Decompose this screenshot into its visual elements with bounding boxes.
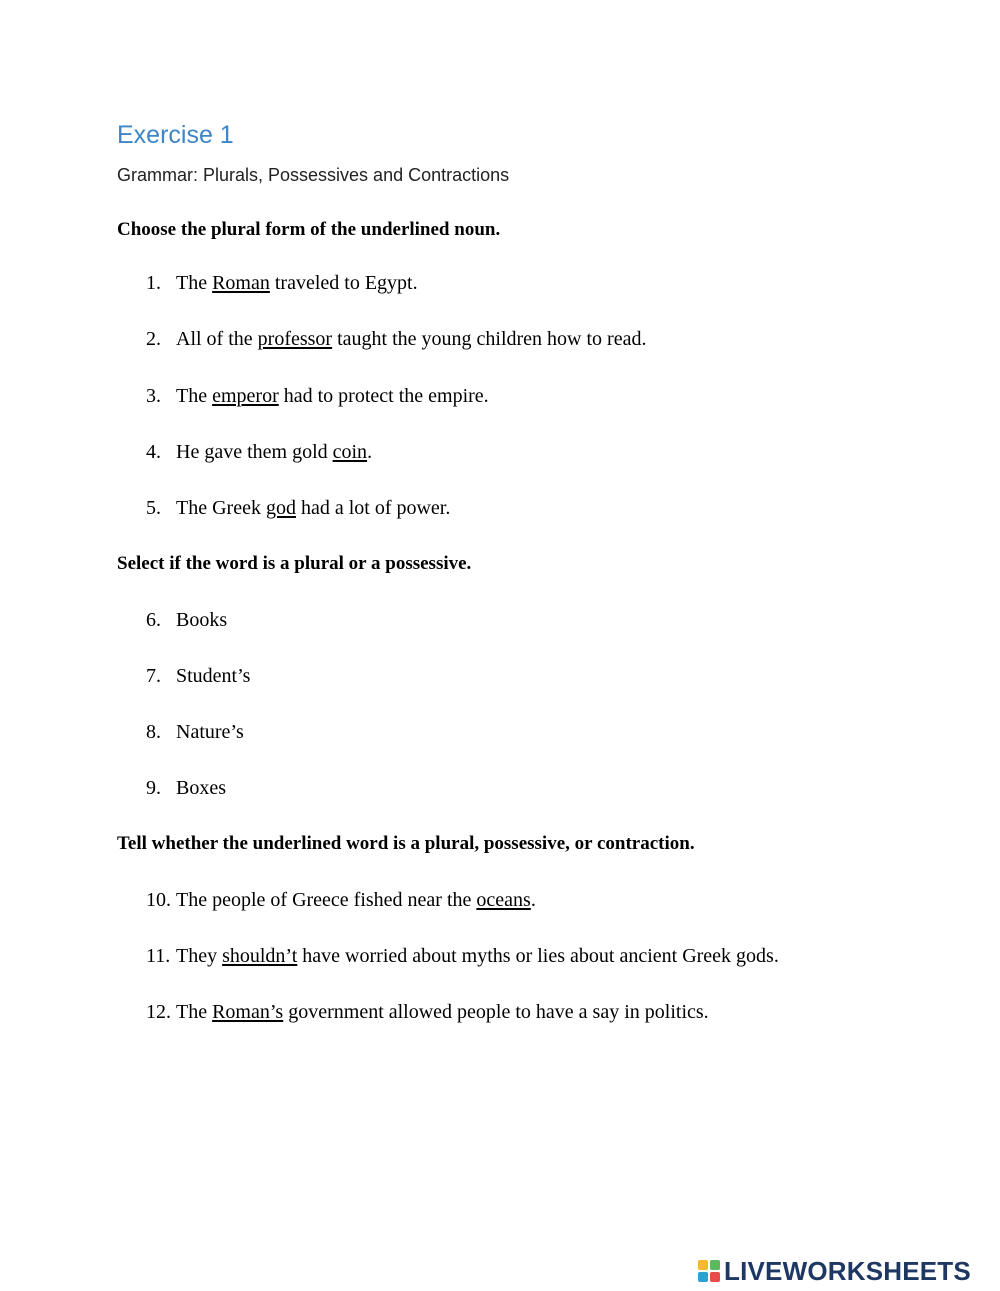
question-number: 4. [146, 441, 161, 463]
question-9 [146, 775, 226, 801]
question-text: The people of Greece fished near the [176, 889, 477, 911]
question-word: Boxes [176, 777, 226, 799]
question-text: The [176, 272, 213, 294]
question-number: 1. [146, 272, 161, 294]
question-text: had to protect the empire. [278, 385, 489, 407]
question-4 [146, 439, 372, 465]
question-text: All of the [176, 328, 258, 350]
liveworksheets-logo-icon [698, 1260, 720, 1282]
liveworksheets-logo-text: LIVEWORKSHEETS [724, 1255, 971, 1286]
question-number: 12. [146, 1001, 171, 1023]
question-number: 7. [146, 665, 161, 687]
question-number: 2. [146, 328, 161, 350]
underlined-word: shouldn’t [222, 945, 298, 967]
question-text: had a lot of power. [295, 497, 451, 519]
underlined-word: Roman [212, 272, 270, 294]
exercise-title: Exercise 1 [117, 121, 234, 149]
underlined-word: coin [332, 441, 368, 463]
underlined-word: emperor [212, 385, 279, 407]
underlined-word: oceans [476, 889, 531, 911]
question-text: government allowed people to have a say in politics. [283, 1001, 709, 1023]
question-text: traveled to Egypt. [269, 272, 418, 294]
question-2 [146, 326, 646, 352]
section-2-instruction: Select if the word is a plural or a possessive. [117, 553, 472, 574]
section-1-instruction: Choose the plural form of the underlined noun. [117, 219, 501, 240]
exercise-subtitle: Grammar: Plurals, Possessives and Contractions [117, 165, 510, 185]
question-number: 11. [146, 945, 171, 967]
underlined-word: god [265, 497, 296, 519]
underlined-word: professor [257, 328, 333, 350]
question-text: The [176, 1001, 213, 1023]
question-1 [146, 270, 418, 296]
question-3 [146, 383, 489, 409]
question-word: Books [176, 609, 228, 631]
question-10 [146, 887, 536, 913]
question-text: The [176, 385, 213, 407]
question-word: Nature’s [176, 721, 244, 743]
liveworksheets-logo[interactable] [698, 1254, 971, 1288]
question-8 [146, 719, 244, 745]
question-number: 3. [146, 385, 161, 407]
question-text: taught the young children how to read. [332, 328, 647, 350]
question-11 [146, 943, 779, 969]
question-5 [146, 495, 450, 521]
question-text: have worried about myths or lies about ancient Greek gods. [297, 945, 779, 967]
question-number: 8. [146, 721, 161, 743]
section-3-instruction: Tell whether the underlined word is a plural, possessive, or contraction. [117, 833, 695, 854]
question-text: . [367, 441, 373, 463]
question-text: They [176, 945, 223, 967]
question-text: The Greek [176, 497, 266, 519]
question-word: Student’s [176, 665, 251, 687]
question-number: 10. [146, 889, 171, 911]
question-text: He gave them gold [176, 441, 333, 463]
question-7 [146, 663, 250, 689]
question-12 [146, 999, 709, 1025]
question-6 [146, 607, 227, 633]
question-number: 9. [146, 777, 161, 799]
question-number: 6. [146, 609, 161, 631]
question-text: . [530, 889, 536, 911]
underlined-word: Roman’s [212, 1001, 284, 1023]
question-number: 5. [146, 497, 161, 519]
